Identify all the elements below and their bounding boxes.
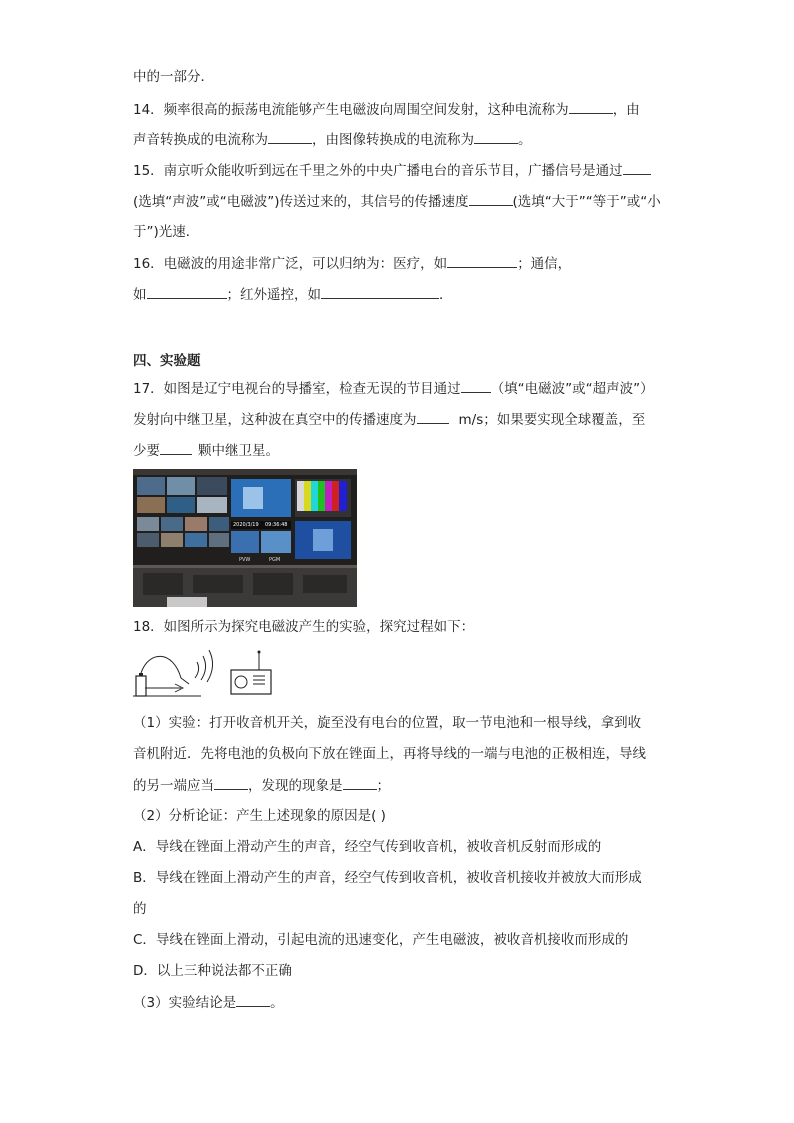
- pvw-label: PVW: [239, 557, 251, 563]
- battery-icon: [136, 676, 146, 696]
- option-b[interactable]: B．导线在锉面上滑动产生的声音，经空气传到收音机，被收音机接收并被放大而形成: [133, 870, 642, 886]
- answer-blank[interactable]: [236, 992, 270, 1007]
- answer-blank[interactable]: [469, 191, 513, 206]
- question-16-line-1: 16．电磁波的用途非常广泛，可以归纳为：医疗，如 ；通信，: [133, 253, 571, 274]
- answer-blank[interactable]: [474, 129, 518, 144]
- radio-icon: [231, 670, 271, 694]
- text-line: 中的一部分．: [133, 69, 214, 85]
- answer-blank[interactable]: [147, 284, 227, 299]
- experiment-apparatus-diagram: [131, 648, 281, 700]
- answer-blank[interactable]: [461, 378, 491, 393]
- question-14-line-2: 声音转换成的电流称为 ，由图像转换成的电流称为 。: [133, 129, 532, 150]
- question-16-line-2: 如 ；红外遥控，如 ．: [133, 284, 453, 305]
- answer-blank[interactable]: [268, 129, 312, 144]
- option-c[interactable]: C．导线在锉面上滑动，引起电流的迅速变化，产生电磁波，被收音机接收而形成的: [133, 932, 629, 948]
- question-18-intro: 18．如图所示为探究电磁波产生的实验，探究过程如下：: [133, 619, 475, 635]
- question-18-part-3: （3）实验结论是 。: [133, 992, 284, 1013]
- question-18-part-1-line-2: 音机附近．先将电池的负极向下放在锉面上，再将导线的一端与电池的正极相连，导线: [133, 746, 646, 762]
- control-room-photo: [133, 469, 357, 607]
- wave-icon: [195, 662, 199, 678]
- answer-blank[interactable]: [447, 253, 517, 268]
- option-d[interactable]: D．以上三种说法都不正确: [133, 963, 292, 979]
- question-15-line-1: 15．南京听众能收听到远在千里之外的中央广播电台的音乐节目，广播信号是通过: [133, 160, 651, 181]
- answer-blank[interactable]: [321, 284, 439, 299]
- question-15-line-3: 于”)光速．: [133, 224, 200, 240]
- screen-date: 2020/3/19: [233, 522, 259, 528]
- option-a[interactable]: A．导线在锉面上滑动产生的声音，经空气传到收音机，被收音机反射而形成的: [133, 839, 602, 855]
- question-18-part-1-line-3: 的另一端应当 ，发现的现象是 ；: [133, 775, 390, 796]
- wave-icon: [201, 656, 206, 680]
- answer-blank[interactable]: [569, 99, 613, 114]
- answer-blank[interactable]: [623, 160, 651, 175]
- question-18-part-1-line-1: （1）实验：打开收音机开关，旋至没有电台的位置，取一节电池和一根导线，拿到收: [133, 715, 642, 731]
- question-18-part-2: （2）分析论证：产生上述现象的原因是( ): [133, 808, 386, 824]
- question-17-line-3: 少要 颗中继卫星。: [133, 440, 279, 461]
- answer-blank[interactable]: [417, 409, 449, 424]
- question-17-line-2: 发射向中继卫星，这种波在真空中的传播速度为 m/s；如果要实现全球覆盖，至: [133, 409, 645, 430]
- wire-icon: [141, 656, 189, 684]
- answer-blank[interactable]: [160, 440, 192, 455]
- screen-clock: 09:36:48: [265, 522, 288, 528]
- control-room-illustration: [133, 469, 357, 607]
- wave-icon: [207, 650, 213, 682]
- answer-blank[interactable]: [214, 775, 248, 790]
- pgm-label: PGM: [269, 557, 281, 563]
- option-b-continued: 的: [133, 901, 147, 917]
- question-17-line-1: 17．如图是辽宁电视台的导播室，检查无误的节目通过 （填“电磁波”或“超声波”）: [133, 378, 654, 399]
- question-15-line-2: (选填“声波”或“电磁波”)传送过来的，其信号的传播速度 (选填“大于”“等于”或“小: [133, 191, 661, 212]
- section-heading: 四、实验题: [133, 353, 201, 369]
- answer-blank[interactable]: [343, 775, 377, 790]
- question-14-line-1: 14．频率很高的振荡电流能够产生电磁波向周围空间发射，这种电流称为 ，由: [133, 99, 640, 120]
